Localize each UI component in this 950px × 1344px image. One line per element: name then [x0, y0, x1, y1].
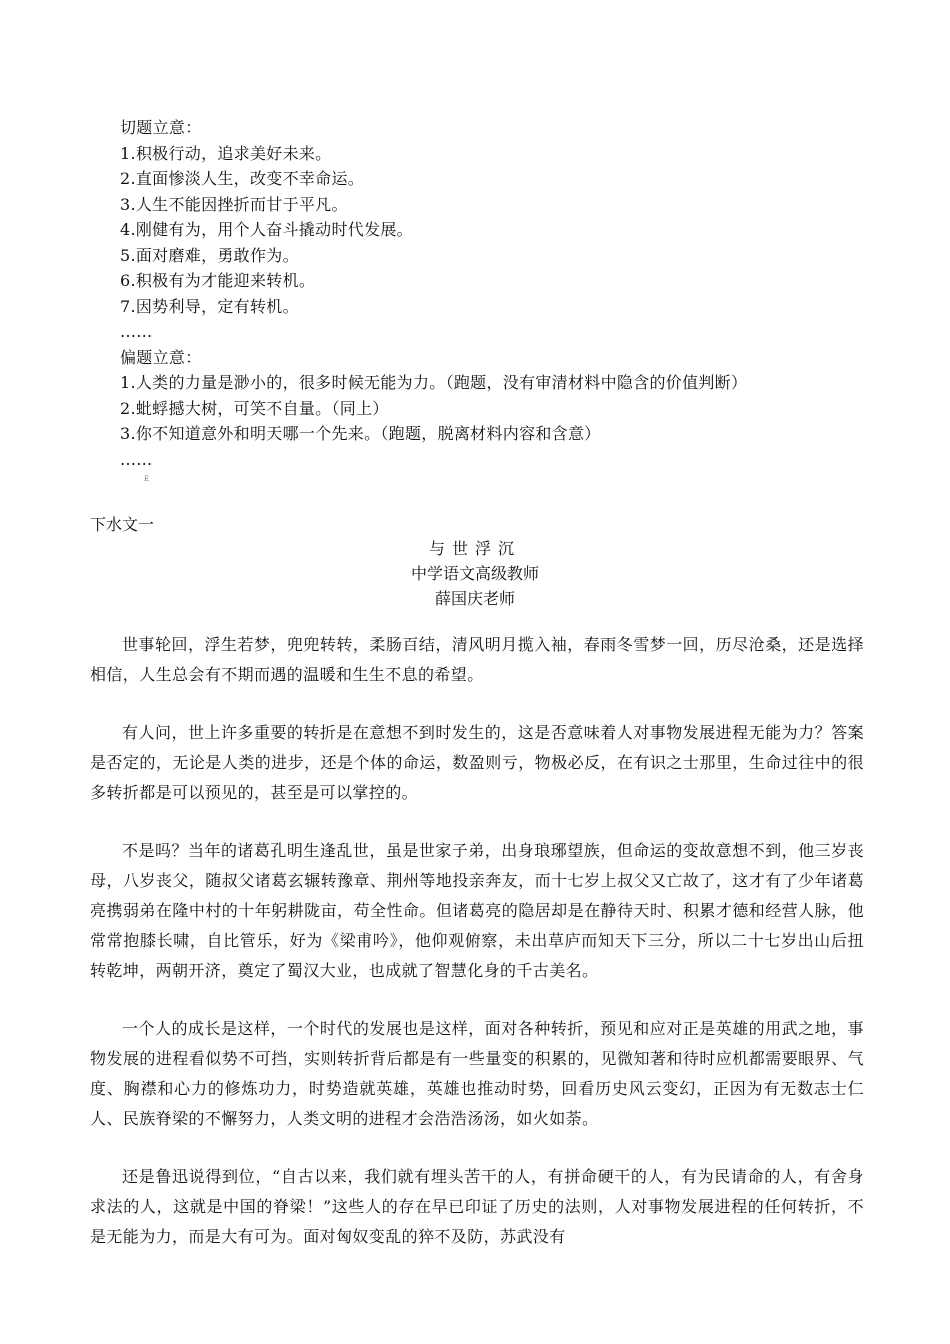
- small-mark: E: [144, 475, 150, 483]
- on-topic-ellipsis: ……: [120, 322, 153, 341]
- on-topic-item: 1.积极行动，追求美好未来。: [120, 143, 332, 163]
- off-topic-ellipsis: ……: [120, 449, 153, 469]
- off-topic-heading: 偏题立意：: [120, 347, 202, 367]
- article-paragraph: 有人问，世上许多重要的转折是在意想不到时发生的，这是否意味着人对事物发展进程无能为力？答案是否定的，无论是人类的进步，还是个体的命运，数盈则亏，物极必反，在有识之士那里，生命过往中的很多转折都是可以预见的，甚至是可以掌控的。: [90, 723, 864, 802]
- on-topic-item: 6.积极有为才能迎来转机。: [120, 271, 316, 290]
- article-title: 与世浮沉: [428, 539, 521, 558]
- off-topic-item: 2.蚍蜉撼大树，可笑不自量。（同上）: [120, 398, 389, 418]
- article-paragraph: 一个人的成长是这样，一个时代的发展也是这样，面对各种转折，预见和应对正是英雄的用武之地，事物发展的进程看似势不可挡，实则转折背后都是有一些量变的积累的，见微知著和待时应机都需要眼界、气度、胸襟和心力的修炼功力，时势造就英雄，英雄也推动时势，回看历史风云变幻，正因为有无数志士仁人、民族脊梁的不懈努力，人类文明的进程才会浩浩汤汤，如火如荼。: [90, 1019, 864, 1128]
- article-paragraph: 世事轮回，浮生若梦，兜兜转转，柔肠百结，清风明月揽入袖，春雨冬雪梦一回，历尽沧桑，还是选择相信，人生总会有不期而遇的温暖和生生不息的希望。: [90, 635, 864, 684]
- article-header: [0, 536, 950, 611]
- section-label: 下水文一: [90, 515, 155, 534]
- on-topic-item: 5.面对磨难，勇敢作为。: [120, 245, 299, 265]
- on-topic-item: 4.刚健有为，用个人奋斗撬动时代发展。: [120, 220, 413, 239]
- on-topic-item: 2.直面惨淡人生，改变不幸命运。: [120, 169, 365, 188]
- topic-analysis: [120, 115, 900, 486]
- on-topic-item: 7.因势利导，定有转机。: [120, 296, 299, 316]
- off-topic-item: 3.你不知道意外和明天哪一个先来。（跑题，脱离材料内容和含意）: [120, 424, 601, 443]
- off-topic-item: 1.人类的力量是渺小的，很多时候无能为力。（跑题，没有审清材料中隐含的价值判断）: [120, 373, 748, 392]
- author-title: 中学语文高级教师: [410, 564, 539, 583]
- article-paragraph: 还是鲁迅说得到位，“自古以来，我们就有埋头苦干的人，有拼命硬干的人，有为民请命的人，有舍身求法的人，这就是中国的脊梁！”这些人的存在早已印证了历史的法则，人对事物发展进程的任何转折，不是无能为力，而是大有可为。面对匈奴变乱的猝不及防，苏武没有: [90, 1167, 864, 1246]
- on-topic-item: 3.人生不能因挫折而甘于平凡。: [120, 194, 348, 214]
- article-paragraph: 不是吗？当年的诸葛孔明生逢乱世，虽是世家子弟，出身琅琊望族，但命运的变故意想不到，他三岁丧母，八岁丧父，随叔父诸葛玄辗转豫章、荆州等地投亲奔友，而十七岁上叔父又亡故了，这才有了少年诸葛亮携弱弟在隆中村的十年躬耕陇亩，苟全性命。但诸葛亮的隐居却是在静待天时、积累才德和经营人脉，他常常抱膝长啸，自比管乐，好为《梁甫吟》，他仰观俯察，未出草庐而知天下三分，所以二十七岁出山后扭转乾坤，两朝开济，奠定了蜀汉大业，也成就了智慧化身的千古美名。: [90, 841, 864, 980]
- author-name: 薛国庆老师: [434, 589, 515, 608]
- on-topic-heading: 切题立意：: [120, 118, 202, 137]
- article-body: [90, 630, 864, 1280]
